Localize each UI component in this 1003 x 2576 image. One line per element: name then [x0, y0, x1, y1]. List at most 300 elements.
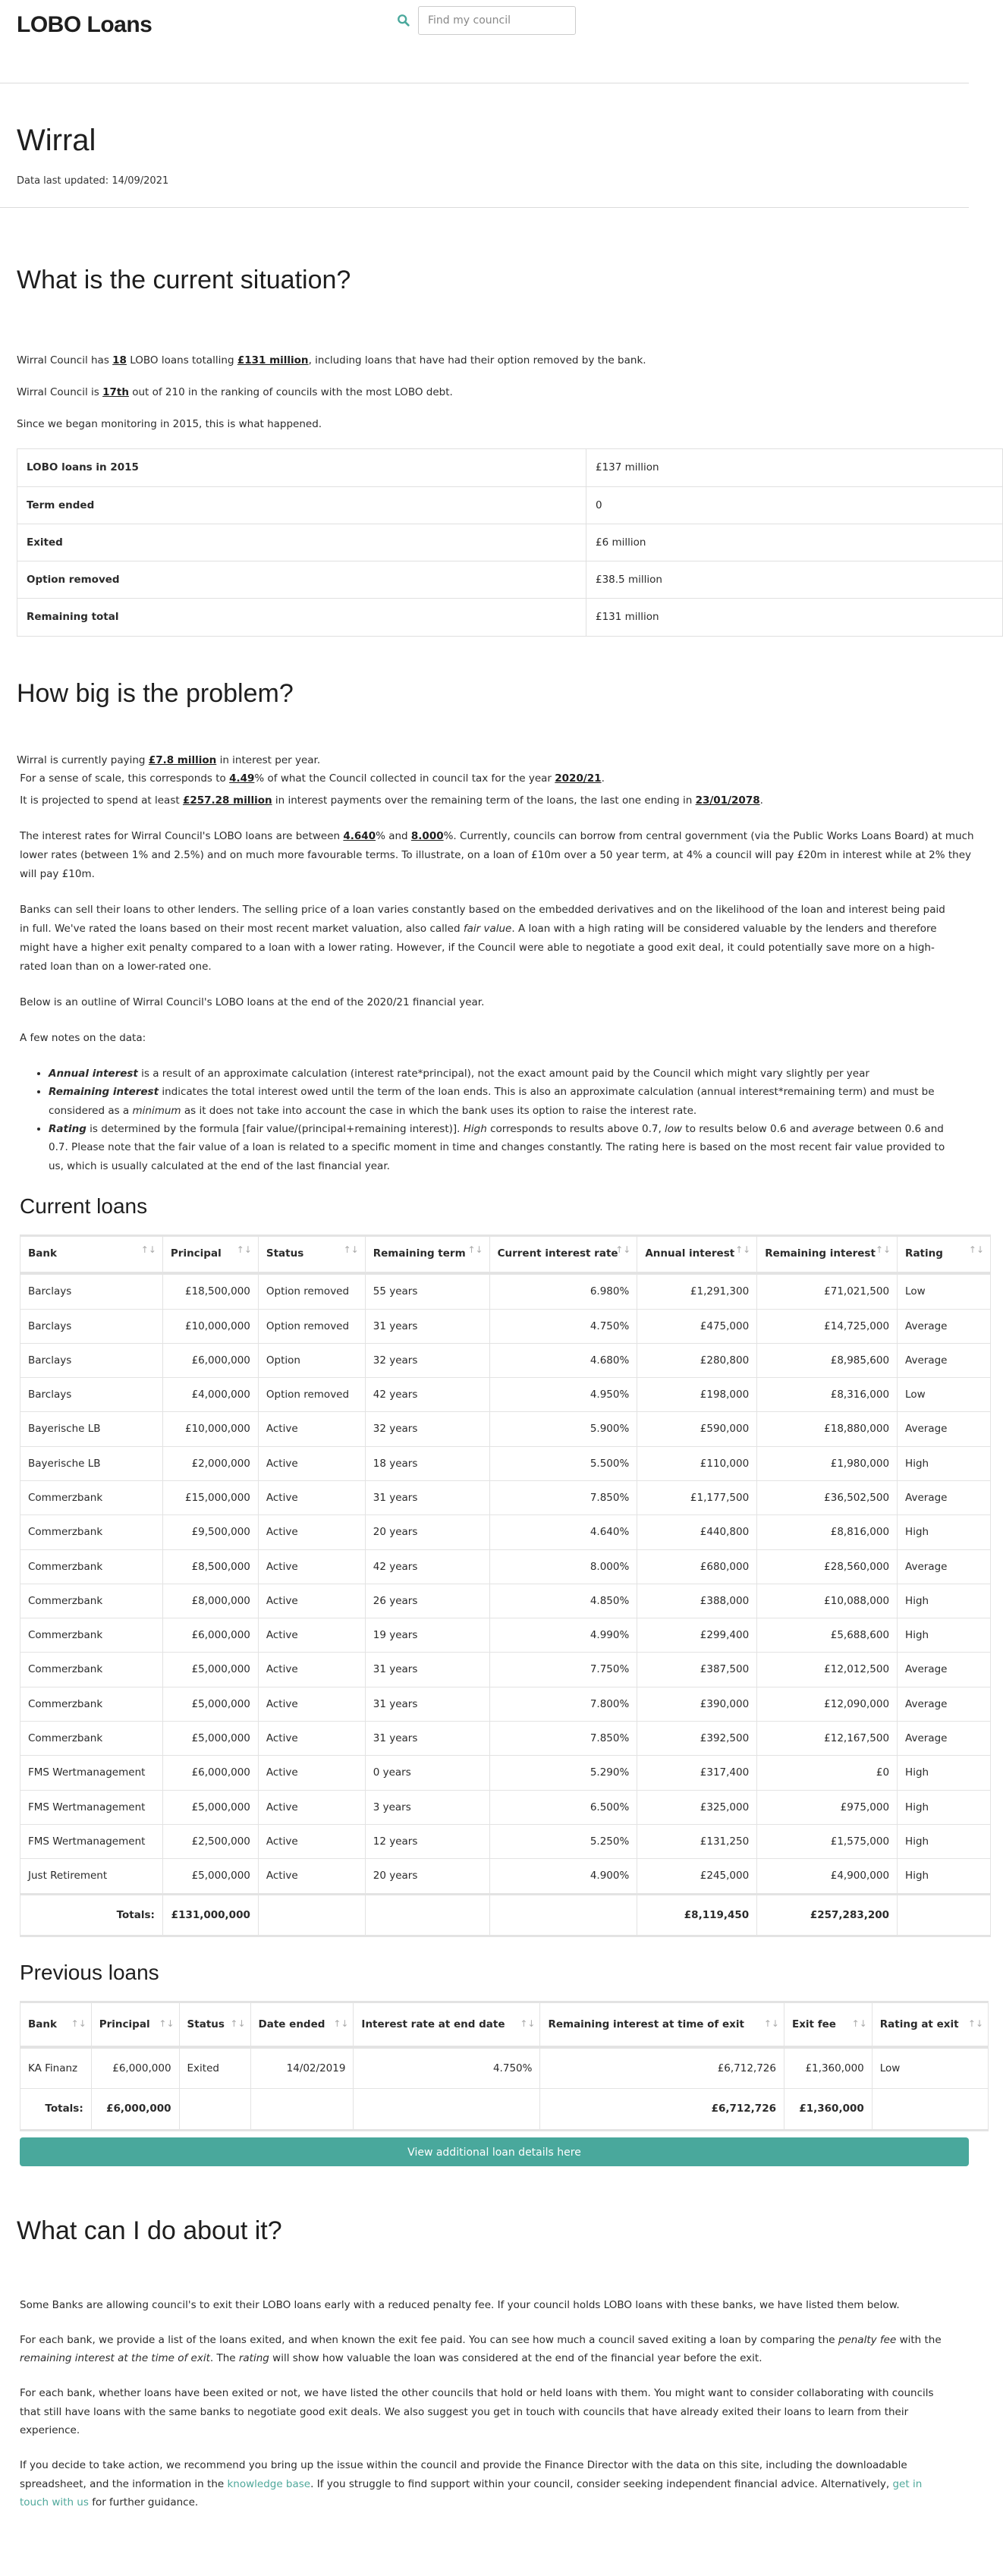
loan-cell: £245,000: [637, 1859, 757, 1894]
loan-cell: 14/02/2019: [250, 2047, 354, 2089]
text: in interest payments over the remaining term of the loans, the last one ending in: [272, 794, 696, 807]
loan-cell: Commerzbank: [20, 1584, 163, 1618]
loan-cell: £36,502,500: [757, 1480, 898, 1514]
loan-cell: 5.290%: [489, 1756, 637, 1790]
loan-cell: £12,012,500: [757, 1653, 898, 1687]
loan-cell: 7.750%: [489, 1653, 637, 1687]
loan-row: [20, 1687, 991, 1721]
loan-cell: Average: [898, 1309, 991, 1343]
column-label: Exit fee: [791, 2018, 836, 2030]
loan-row: [20, 1790, 991, 1824]
loan-cell: FMS Wertmanagement: [20, 1756, 163, 1790]
site-logo[interactable]: LOBO Loans: [17, 12, 152, 37]
current-situation-section: [0, 208, 969, 637]
loan-cell: High: [898, 1446, 991, 1480]
loan-row: [20, 1653, 991, 1687]
loan-cell: £590,000: [637, 1412, 757, 1446]
loan-cell: Barclays: [20, 1378, 163, 1412]
sort-icon[interactable]: ↑↓: [851, 2018, 867, 2029]
loan-cell: 32 years: [365, 1343, 489, 1377]
column-label: Current interest rate: [497, 1247, 618, 1260]
loan-cell: 31 years: [365, 1480, 489, 1514]
sort-icon[interactable]: ↑↓: [968, 1244, 984, 1255]
sort-icon[interactable]: ↑↓: [520, 2018, 536, 2029]
loan-cell: 42 years: [365, 1378, 489, 1412]
action-section: [0, 2166, 969, 2512]
loan-cell: Average: [898, 1412, 991, 1446]
total-principal: £6,000,000: [91, 2089, 179, 2130]
loan-cell: £8,985,600: [757, 1343, 898, 1377]
note-emphasis: low: [665, 1123, 683, 1136]
loan-cell: £2,000,000: [162, 1446, 258, 1480]
loan-cell: Active: [258, 1446, 365, 1480]
note-term: Rating: [49, 1123, 86, 1136]
text: The interest rates for Wirral Council's LOBO loans are between: [20, 830, 344, 843]
loan-row: [20, 1343, 991, 1377]
min-rate: 4.640: [343, 830, 376, 843]
loan-cell: £5,000,000: [162, 1790, 258, 1824]
loan-count-text: [17, 353, 952, 368]
loan-cell: £28,560,000: [757, 1549, 898, 1584]
column-header[interactable]: [258, 1235, 365, 1273]
column-header[interactable]: [91, 2002, 179, 2047]
column-label: Remaining interest at time of exit: [548, 2018, 744, 2030]
current-loans-title: Current loans: [20, 1194, 148, 1218]
total-remaining: £6,712,726: [540, 2089, 784, 2130]
empty-cell: [365, 1894, 489, 1936]
knowledge-base-link[interactable]: knowledge base: [227, 2477, 311, 2490]
column-header[interactable]: [637, 1235, 757, 1273]
column-header[interactable]: [354, 2002, 540, 2047]
text: For a sense of scale, this corresponds to: [20, 772, 230, 785]
loan-cell: Low: [898, 1273, 991, 1309]
loan-row: [20, 1859, 991, 1894]
data-notes: [17, 1065, 952, 1175]
summary-label: Exited: [17, 524, 586, 561]
text: .: [759, 794, 763, 807]
text: % and: [376, 830, 411, 843]
sort-icon[interactable]: ↑↓: [343, 1244, 359, 1255]
column-header[interactable]: [784, 2002, 872, 2047]
loan-cell: £975,000: [757, 1790, 898, 1824]
summary-label: Option removed: [17, 561, 586, 599]
loan-cell: Average: [898, 1722, 991, 1756]
text: . The: [209, 2352, 239, 2365]
loan-cell: 5.900%: [489, 1412, 637, 1446]
note-text: indicates the total interest owed until the term of the loan ends. This is also an approximate calculation (annual interest*remaining term) and must be considered as a: [49, 1086, 935, 1117]
loan-cell: Low: [872, 2047, 988, 2089]
loan-cell: £110,000: [637, 1446, 757, 1480]
loan-row: [20, 1756, 991, 1790]
loan-cell: £8,816,000: [757, 1515, 898, 1549]
loan-cell: 7.850%: [489, 1480, 637, 1514]
loan-cell: Commerzbank: [20, 1618, 163, 1653]
loan-cell: £71,021,500: [757, 1273, 898, 1309]
sort-icon[interactable]: ↑↓: [763, 2018, 779, 2029]
section-title: What is the current situation?: [17, 265, 351, 294]
loan-cell: 5.250%: [489, 1824, 637, 1858]
loan-cell: 4.990%: [489, 1618, 637, 1653]
summary-row: [17, 486, 1003, 524]
council-header: [0, 83, 969, 208]
text: If you decide to take action, we recommend you bring up the issue within the council and provide the Finance Director with the data on this site, including the downloadable spreadsheet, and the information in the: [20, 2459, 907, 2490]
loan-cell: High: [898, 1756, 991, 1790]
emphasis: penalty fee: [838, 2333, 897, 2346]
last-end-date: 23/01/2078: [695, 794, 760, 807]
loan-cell: £9,500,000: [162, 1515, 258, 1549]
sort-icon[interactable]: ↑↓: [236, 1244, 252, 1255]
column-label: Status: [187, 2018, 225, 2030]
column-label: Interest rate at end date: [361, 2018, 505, 2030]
sort-icon[interactable]: ↑↓: [875, 1244, 891, 1255]
column-label: Rating at exit: [879, 2018, 959, 2030]
loan-cell: £12,090,000: [757, 1687, 898, 1721]
interest-per-year-text: [17, 751, 952, 789]
loan-cell: Bayerische LB: [20, 1412, 163, 1446]
ranking: 17th: [102, 385, 129, 398]
loan-cell: Active: [258, 1584, 365, 1618]
loan-cell: £8,000,000: [162, 1584, 258, 1618]
text: Banks can sell their loans to other lenders. The selling price of a loan varies constantly based on the embedded derivatives and on the likelihood of the loan and interest being paid in full. We've rated the loans based on their most recent market valuation, also called: [20, 904, 945, 936]
column-label: Status: [266, 1247, 304, 1260]
summary-row: [17, 449, 1003, 486]
column-header[interactable]: [872, 2002, 988, 2047]
total-principal: £131,000,000: [162, 1894, 258, 1936]
loan-cell: 4.950%: [489, 1378, 637, 1412]
summary-value: £6 million: [586, 524, 1003, 561]
column-header[interactable]: [540, 2002, 784, 2047]
column-header[interactable]: [489, 1235, 637, 1273]
loan-cell: £388,000: [637, 1584, 757, 1618]
ranking-text: [17, 385, 952, 400]
loan-cell: Commerzbank: [20, 1722, 163, 1756]
loan-cell: 19 years: [365, 1618, 489, 1653]
column-label: Annual interest: [645, 1247, 735, 1260]
loan-cell: £1,291,300: [637, 1273, 757, 1309]
loan-row: [20, 1378, 991, 1412]
loan-cell: Barclays: [20, 1343, 163, 1377]
note-rating: [49, 1120, 952, 1175]
action-collaborate-text: For each bank, whether loans have been exited or not, we have listed the other councils that hold or held loans with them. You might want to consider collaborating with councils that still have loans with the same banks to negotiate good exit deals. We also suggest you get in touch with councils that have already exited their loans to learn from their experience.: [20, 2387, 934, 2437]
loan-cell: 6.500%: [489, 1790, 637, 1824]
loan-cell: Active: [258, 1687, 365, 1721]
loan-cell: Exited: [179, 2047, 250, 2089]
text: . A loan with a high rating will be considered valuable by the lenders and therefore might have a higher exit penalty compared to a loan with a lower rating. However, if the Council were able to negotiate a good exit deal, it could potentially save more on a high-rated loan than on a lower-rated one.: [20, 923, 937, 973]
projected-amount: £257.28 million: [182, 794, 272, 807]
loan-total: £131 million: [237, 354, 309, 366]
text: with the: [896, 2333, 942, 2346]
empty-cell: [258, 1894, 365, 1936]
sort-icon[interactable]: ↑↓: [467, 1244, 483, 1255]
loan-cell: £680,000: [637, 1549, 757, 1584]
loan-cell: 31 years: [365, 1722, 489, 1756]
loan-cell: Option removed: [258, 1273, 365, 1309]
loan-cell: £440,800: [637, 1515, 757, 1549]
column-header[interactable]: [365, 1235, 489, 1273]
summary-value: £131 million: [586, 599, 1003, 636]
sort-icon[interactable]: ↑↓: [967, 2018, 983, 2029]
loan-cell: Active: [258, 1756, 365, 1790]
text: Wirral is currently paying: [17, 753, 149, 766]
projected-spend-text: [17, 791, 952, 810]
column-header[interactable]: [20, 1235, 163, 1273]
column-label: Rating: [905, 1247, 943, 1260]
loan-cell: 42 years: [365, 1549, 489, 1584]
loan-row: [20, 1722, 991, 1756]
loan-cell: £0: [757, 1756, 898, 1790]
loan-cell: 31 years: [365, 1309, 489, 1343]
search-input[interactable]: [418, 6, 576, 35]
sort-icon[interactable]: ↑↓: [333, 2018, 349, 2029]
text: For each bank, we provide a list of the loans exited, and when known the exit fee paid. You can see how much a council saved exiting a loan by comparing the: [20, 2333, 838, 2346]
column-label: Principal: [170, 1247, 222, 1260]
fair-value-text: [17, 901, 952, 977]
loan-cell: £392,500: [637, 1722, 757, 1756]
loan-cell: £475,000: [637, 1309, 757, 1343]
empty-cell: [489, 1894, 637, 1936]
text: in interest per year.: [216, 753, 321, 766]
summary-value: 0: [586, 486, 1003, 524]
emphasis: rating: [238, 2352, 269, 2365]
note-text: corresponds to results above 0.7,: [486, 1123, 665, 1136]
column-label: Remaining interest: [765, 1247, 876, 1260]
loan-cell: 4.680%: [489, 1343, 637, 1377]
sort-icon[interactable]: ↑↓: [615, 1244, 631, 1255]
total-annual: £8,119,450: [637, 1894, 757, 1936]
sort-icon[interactable]: ↑↓: [735, 1244, 751, 1255]
monitoring-text: Since we began monitoring in 2015, this is what happened.: [17, 418, 322, 430]
note-text: is a result of an approximate calculation (interest rate*principal), not the exact amount paid by the Council which might vary slightly per year: [137, 1068, 869, 1080]
text: LOBO loans totalling: [126, 354, 237, 366]
loan-cell: £131,250: [637, 1824, 757, 1858]
previous-loans-scroll: [20, 2001, 983, 2131]
loan-row: [20, 1618, 991, 1653]
action-guidance-text: [17, 2456, 952, 2512]
loan-row: [20, 1824, 991, 1858]
loan-cell: 0 years: [365, 1756, 489, 1790]
interest-rates-text: [17, 827, 976, 884]
loan-cell: High: [898, 1584, 991, 1618]
total-remaining: £257,283,200: [757, 1894, 898, 1936]
loan-cell: £1,980,000: [757, 1446, 898, 1480]
column-header[interactable]: [162, 1235, 258, 1273]
loan-cell: £6,000,000: [162, 1618, 258, 1653]
loan-cell: Active: [258, 1859, 365, 1894]
loan-cell: Commerzbank: [20, 1653, 163, 1687]
loan-cell: £299,400: [637, 1618, 757, 1653]
loan-cell: 20 years: [365, 1515, 489, 1549]
column-label: Principal: [99, 2018, 150, 2030]
loan-row: [20, 1273, 991, 1309]
loan-cell: £1,360,000: [784, 2047, 872, 2089]
loan-row: [20, 1549, 991, 1584]
column-header[interactable]: [20, 2002, 92, 2047]
loan-cell: Average: [898, 1549, 991, 1584]
loan-cell: Active: [258, 1515, 365, 1549]
loan-cell: £5,688,600: [757, 1618, 898, 1653]
loan-cell: Bayerische LB: [20, 1446, 163, 1480]
text: out of 210 in the ranking of councils with the most LOBO debt.: [128, 385, 453, 398]
empty-cell: [872, 2089, 988, 2130]
text: % of what the Council collected in council tax for the year: [254, 772, 555, 785]
contact-link[interactable]: get in touch with us: [20, 2477, 923, 2508]
text: . If you struggle to find support within your council, consider seeking independent financial advice. Alternatively,: [310, 2477, 893, 2490]
text: , including loans that have had their option removed by the bank.: [308, 354, 646, 366]
note-emphasis: average: [812, 1123, 854, 1136]
loan-row: [20, 1412, 991, 1446]
loan-cell: 8.000%: [489, 1549, 637, 1584]
loan-cell: £2,500,000: [162, 1824, 258, 1858]
council-tax-pct: 4.49: [229, 772, 255, 785]
loan-cell: Average: [898, 1687, 991, 1721]
loan-cell: £5,000,000: [162, 1687, 258, 1721]
loan-cell: 55 years: [365, 1273, 489, 1309]
column-label: Bank: [28, 1247, 57, 1260]
loan-cell: High: [898, 1824, 991, 1858]
loan-cell: Active: [258, 1549, 365, 1584]
empty-cell: [354, 2089, 540, 2130]
loan-cell: £5,000,000: [162, 1722, 258, 1756]
note-text: to results below 0.6 and: [682, 1123, 813, 1136]
sort-icon[interactable]: ↑↓: [71, 2018, 86, 2029]
note-text: is determined by the formula [fair value/(principal+remaining interest)].: [86, 1123, 464, 1136]
text: %. Currently, councils can borrow from central government (via the Public Works Loans Board) at much lower rates (between 1% and 2.5%) and on much more favourable terms. To illustrate, on a loan of £10m over a 50 year term, at 4% a council will pay £20m in interest while at 2% they will pay £10m.: [20, 830, 974, 881]
loan-cell: Barclays: [20, 1309, 163, 1343]
loan-row: [20, 1480, 991, 1514]
tax-year: 2020/21: [555, 772, 602, 785]
loan-cell: Commerzbank: [20, 1687, 163, 1721]
sort-icon[interactable]: ↑↓: [140, 1244, 156, 1255]
loan-cell: £8,316,000: [757, 1378, 898, 1412]
loan-cell: High: [898, 1515, 991, 1549]
loan-cell: £10,088,000: [757, 1584, 898, 1618]
loan-cell: Active: [258, 1824, 365, 1858]
summary-row: [17, 561, 1003, 599]
loan-cell: Commerzbank: [20, 1549, 163, 1584]
loan-cell: Average: [898, 1343, 991, 1377]
loan-cell: 18 years: [365, 1446, 489, 1480]
loan-row: [20, 1584, 991, 1618]
loan-cell: Low: [898, 1378, 991, 1412]
loan-row: [20, 1515, 991, 1549]
loan-cell: 5.500%: [489, 1446, 637, 1480]
loan-cell: £387,500: [637, 1653, 757, 1687]
empty-cell: [250, 2089, 354, 2130]
loan-cell: Option: [258, 1343, 365, 1377]
text: Wirral Council is: [17, 385, 103, 398]
notes-intro: A few notes on the data:: [20, 1032, 146, 1045]
council-name: Wirral: [17, 124, 96, 157]
loan-cell: Average: [898, 1480, 991, 1514]
column-header[interactable]: [898, 1235, 991, 1273]
note-term: Annual interest: [49, 1068, 138, 1080]
search-icon[interactable]: [397, 14, 410, 27]
loan-cell: 4.900%: [489, 1859, 637, 1894]
loan-cell: 12 years: [365, 1824, 489, 1858]
column-label: Bank: [28, 2018, 57, 2030]
summary-row: [17, 599, 1003, 636]
loan-cell: £12,167,500: [757, 1722, 898, 1756]
totals-row: [20, 1894, 991, 1936]
view-loan-details-button[interactable]: View additional loan details here: [20, 2137, 969, 2166]
loan-cell: 4.750%: [354, 2047, 540, 2089]
action-intro: Some Banks are allowing council's to exit their LOBO loans early with a reduced penalty fee. If your council holds LOBO loans with these banks, we have listed them below.: [20, 2298, 900, 2311]
note-emphasis: High: [463, 1123, 487, 1136]
loan-cell: 4.640%: [489, 1515, 637, 1549]
loan-cell: High: [898, 1618, 991, 1653]
outline-text: Below is an outline of Wirral Council's LOBO loans at the end of the 2020/21 financial year.: [20, 996, 485, 1009]
loan-cell: 32 years: [365, 1412, 489, 1446]
loan-row: [20, 1309, 991, 1343]
loan-cell: Option removed: [258, 1309, 365, 1343]
summary-value: £137 million: [586, 449, 1003, 486]
totals-row: [20, 2089, 989, 2130]
loan-cell: 26 years: [365, 1584, 489, 1618]
sort-icon[interactable]: ↑↓: [230, 2018, 246, 2029]
column-header[interactable]: [250, 2002, 354, 2047]
column-label: Remaining term: [373, 1247, 466, 1260]
loan-cell: Active: [258, 1790, 365, 1824]
loan-cell: Active: [258, 1618, 365, 1653]
summary-label: Remaining total: [17, 599, 586, 636]
annual-interest-amount: £7.8 million: [148, 753, 217, 766]
loan-cell: £317,400: [637, 1756, 757, 1790]
text: will show how valuable the loan was considered at the end of the financial year before the exit.: [269, 2352, 762, 2365]
loan-cell: Active: [258, 1653, 365, 1687]
emphasis: remaining interest at the time of exit: [20, 2352, 210, 2365]
current-loans-scroll[interactable]: [20, 1235, 984, 1937]
loan-cell: £4,000,000: [162, 1378, 258, 1412]
loan-cell: £15,000,000: [162, 1480, 258, 1514]
total-label: Totals:: [20, 2089, 92, 2130]
loan-cell: £18,880,000: [757, 1412, 898, 1446]
loan-cell: £390,000: [637, 1687, 757, 1721]
loan-cell: Option removed: [258, 1378, 365, 1412]
summary-label: Term ended: [17, 486, 586, 524]
loan-cell: £10,000,000: [162, 1309, 258, 1343]
empty-cell: [898, 1894, 991, 1936]
loan-cell: £6,000,000: [91, 2047, 179, 2089]
loan-cell: Active: [258, 1412, 365, 1446]
loan-cell: Average: [898, 1653, 991, 1687]
loan-cell: FMS Wertmanagement: [20, 1824, 163, 1858]
empty-cell: [179, 2089, 250, 2130]
loan-cell: £4,900,000: [757, 1859, 898, 1894]
loan-cell: 4.850%: [489, 1584, 637, 1618]
loan-cell: £10,000,000: [162, 1412, 258, 1446]
loan-cell: Barclays: [20, 1273, 163, 1309]
problem-section: [0, 667, 984, 2166]
fair-value-term: fair value: [463, 923, 512, 936]
column-header[interactable]: [757, 1235, 898, 1273]
previous-loan-row: [20, 2047, 989, 2089]
column-header[interactable]: [179, 2002, 250, 2047]
loan-cell: £8,500,000: [162, 1549, 258, 1584]
summary-label: LOBO loans in 2015: [17, 449, 586, 486]
loan-cell: High: [898, 1859, 991, 1894]
note-text: as it does not take into account the case in which the bank uses its option to raise the interest rate.: [181, 1104, 697, 1117]
loan-cell: Just Retirement: [20, 1859, 163, 1894]
summary-value: £38.5 million: [586, 561, 1003, 599]
section-title: What can I do about it?: [17, 2216, 282, 2245]
column-label: Date ended: [258, 2018, 325, 2030]
loan-cell: £18,500,000: [162, 1273, 258, 1309]
loan-cell: £14,725,000: [757, 1309, 898, 1343]
loan-cell: 3 years: [365, 1790, 489, 1824]
max-rate: 8.000: [410, 830, 444, 843]
note-annual-interest: [49, 1065, 952, 1083]
sort-icon[interactable]: ↑↓: [159, 2018, 175, 2029]
